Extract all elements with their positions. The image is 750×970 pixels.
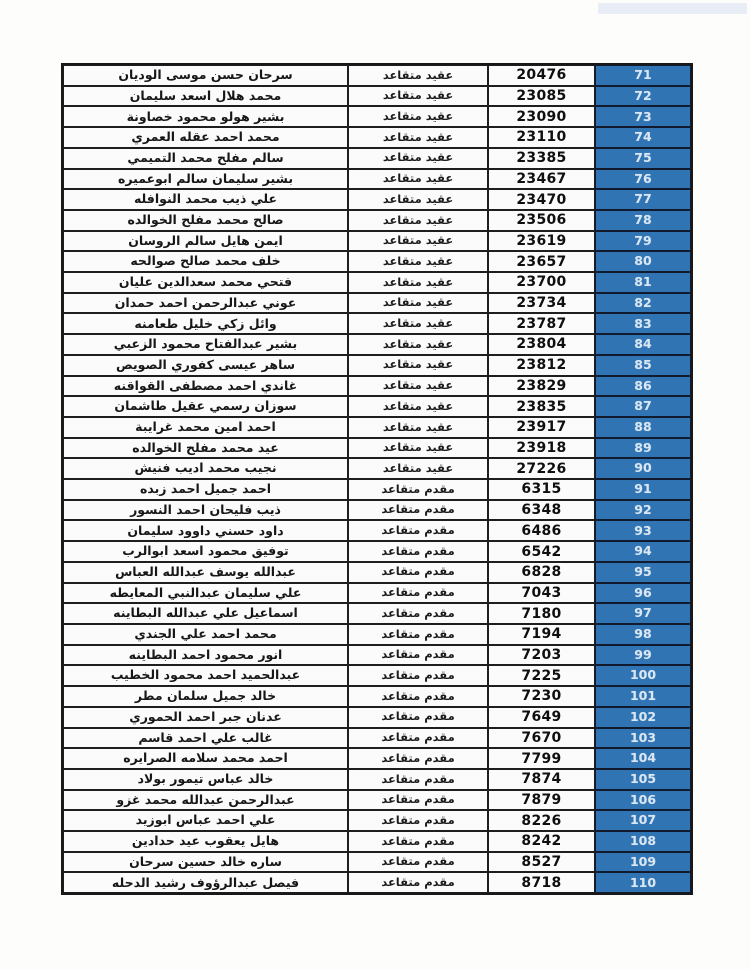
table-row [63,520,691,541]
previous-page-ghost-cell [598,3,747,14]
table-row [63,810,691,831]
table-row [63,541,691,562]
officer-name-cell: عيد محمد مفلح الخوالده [63,438,348,459]
serial-number-cell: 6348 [488,500,595,521]
table-row [63,396,691,417]
serial-number-cell: 6315 [488,479,595,500]
table-row [63,210,691,231]
table-row [63,251,691,272]
table-row [63,479,691,500]
officer-name-cell: ساره خالد حسين سرحان [63,852,348,873]
row-index-cell: 80 [595,251,691,272]
row-index-cell: 89 [595,438,691,459]
serial-number-cell: 7180 [488,603,595,624]
rank-cell: عقيد متقاعد [348,169,488,190]
row-index-cell: 103 [595,728,691,749]
table-row [63,86,691,107]
serial-number-cell: 23835 [488,396,595,417]
officer-name-cell: خالد عباس تيمور بولاد [63,769,348,790]
officer-name-cell: احمد جميل احمد زبده [63,479,348,500]
serial-number-cell: 23700 [488,272,595,293]
serial-number-cell: 23657 [488,251,595,272]
serial-number-cell: 7874 [488,769,595,790]
table-row [63,148,691,169]
rank-cell: مقدم متقاعد [348,645,488,666]
officer-name-cell: احمد امين محمد غرايبة [63,417,348,438]
serial-number-cell: 23812 [488,355,595,376]
rank-cell: مقدم متقاعد [348,748,488,769]
rank-cell: مقدم متقاعد [348,790,488,811]
officer-name-cell: محمد احمد علي الجندي [63,624,348,645]
row-index-cell: 77 [595,189,691,210]
officer-name-cell: بشير سليمان سالم ابوعميره [63,169,348,190]
table-row [63,293,691,314]
row-index-cell: 92 [595,500,691,521]
table-row [63,686,691,707]
table-row [63,313,691,334]
rank-cell: مقدم متقاعد [348,541,488,562]
serial-number-cell: 23917 [488,417,595,438]
rank-cell: مقدم متقاعد [348,831,488,852]
rank-cell: مقدم متقاعد [348,603,488,624]
rank-cell: مقدم متقاعد [348,707,488,728]
officer-name-cell: بشير عبدالفتاح محمود الزعبي [63,334,348,355]
serial-number-cell: 23506 [488,210,595,231]
serial-number-cell: 8527 [488,852,595,873]
row-index-cell: 105 [595,769,691,790]
row-index-cell: 72 [595,86,691,107]
row-index-cell: 71 [595,65,691,86]
officer-name-cell: ذيب فليحان احمد النسور [63,500,348,521]
officer-name-cell: سرحان حسن موسى الوديان [63,65,348,86]
serial-number-cell: 23110 [488,127,595,148]
row-index-cell: 96 [595,583,691,604]
rank-cell: مقدم متقاعد [348,624,488,645]
rank-cell: عقيد متقاعد [348,417,488,438]
row-index-cell: 74 [595,127,691,148]
table-row [63,624,691,645]
officer-name-cell: بشير هولو محمود خصاونة [63,106,348,127]
table-row [63,583,691,604]
rank-cell: عقيد متقاعد [348,189,488,210]
row-index-cell: 106 [595,790,691,811]
table-row [63,707,691,728]
row-index-cell: 90 [595,458,691,479]
row-index-cell: 102 [595,707,691,728]
row-index-cell: 109 [595,852,691,873]
table-row [63,334,691,355]
officer-name-cell: علي ذيب محمد النوافله [63,189,348,210]
officer-name-cell: سوزان رسمي عقيل طاشمان [63,396,348,417]
rank-cell: عقيد متقاعد [348,86,488,107]
serial-number-cell: 23470 [488,189,595,210]
rank-cell: عقيد متقاعد [348,272,488,293]
rank-cell: عقيد متقاعد [348,231,488,252]
officer-name-cell: صالح محمد مفلح الخوالده [63,210,348,231]
rank-cell: مقدم متقاعد [348,686,488,707]
serial-number-cell: 23804 [488,334,595,355]
serial-number-cell: 7203 [488,645,595,666]
table-row [63,665,691,686]
rank-cell: عقيد متقاعد [348,293,488,314]
serial-number-cell: 23918 [488,438,595,459]
table-row [63,769,691,790]
rank-cell: مقدم متقاعد [348,728,488,749]
row-index-cell: 75 [595,148,691,169]
retired-officers-table [61,63,693,895]
serial-number-cell: 7670 [488,728,595,749]
serial-number-cell: 6486 [488,520,595,541]
row-index-cell: 107 [595,810,691,831]
serial-number-cell: 6828 [488,562,595,583]
row-index-cell: 84 [595,334,691,355]
serial-number-cell: 23467 [488,169,595,190]
row-index-cell: 81 [595,272,691,293]
table-row [63,438,691,459]
officer-name-cell: هايل يعقوب عيد حدادين [63,831,348,852]
officer-name-cell: ساهر عيسى كفوري الصويص [63,355,348,376]
officer-name-cell: عوني عبدالرحمن احمد حمدان [63,293,348,314]
serial-number-cell: 20476 [488,65,595,86]
officer-name-cell: علي سليمان عبدالنبي المعايطه [63,583,348,604]
serial-number-cell: 23829 [488,376,595,397]
table-row [63,728,691,749]
serial-number-cell: 8718 [488,872,595,893]
serial-number-cell: 7043 [488,583,595,604]
rank-cell: عقيد متقاعد [348,106,488,127]
table-row [63,169,691,190]
rank-cell: عقيد متقاعد [348,148,488,169]
rank-cell: مقدم متقاعد [348,520,488,541]
rank-cell: مقدم متقاعد [348,479,488,500]
row-index-cell: 91 [595,479,691,500]
rank-cell: عقيد متقاعد [348,65,488,86]
rank-cell: مقدم متقاعد [348,769,488,790]
serial-number-cell: 23734 [488,293,595,314]
officer-name-cell: علي احمد عباس ابوزيد [63,810,348,831]
rank-cell: مقدم متقاعد [348,583,488,604]
row-index-cell: 85 [595,355,691,376]
serial-number-cell: 23085 [488,86,595,107]
row-index-cell: 87 [595,396,691,417]
rank-cell: عقيد متقاعد [348,458,488,479]
officer-name-cell: عدنان جبر احمد الحموري [63,707,348,728]
table-row [63,458,691,479]
officer-name-cell: خالد جميل سلمان مطر [63,686,348,707]
row-index-cell: 93 [595,520,691,541]
row-index-cell: 83 [595,313,691,334]
serial-number-cell: 6542 [488,541,595,562]
table-row [63,106,691,127]
officer-name-cell: احمد محمد سلامه الصرايره [63,748,348,769]
row-index-cell: 110 [595,872,691,893]
table-row [63,355,691,376]
table-row [63,645,691,666]
table-row [63,500,691,521]
serial-number-cell: 23385 [488,148,595,169]
rank-cell: عقيد متقاعد [348,313,488,334]
table-row [63,417,691,438]
serial-number-cell: 27226 [488,458,595,479]
table-row [63,831,691,852]
table-row [63,189,691,210]
row-index-cell: 86 [595,376,691,397]
row-index-cell: 104 [595,748,691,769]
serial-number-cell: 7230 [488,686,595,707]
table-row [63,603,691,624]
officer-name-cell: محمد هلال اسعد سليمان [63,86,348,107]
rank-cell: عقيد متقاعد [348,251,488,272]
row-index-cell: 82 [595,293,691,314]
officer-name-cell: وائل زكي خليل طعامنه [63,313,348,334]
officer-name-cell: عبدالله يوسف عبدالله العباس [63,562,348,583]
officer-name-cell: غاندي احمد مصطفى القواقنه [63,376,348,397]
rank-cell: مقدم متقاعد [348,810,488,831]
serial-number-cell: 23787 [488,313,595,334]
rank-cell: عقيد متقاعد [348,396,488,417]
serial-number-cell: 23619 [488,231,595,252]
rank-cell: عقيد متقاعد [348,210,488,231]
serial-number-cell: 7879 [488,790,595,811]
table-row [63,562,691,583]
rank-cell: عقيد متقاعد [348,438,488,459]
table-row [63,376,691,397]
rank-cell: مقدم متقاعد [348,562,488,583]
serial-number-cell: 23090 [488,106,595,127]
row-index-cell: 73 [595,106,691,127]
table-row [63,231,691,252]
officer-name-cell: ايمن هايل سالم الروسان [63,231,348,252]
rank-cell: مقدم متقاعد [348,665,488,686]
rank-cell: عقيد متقاعد [348,376,488,397]
row-index-cell: 76 [595,169,691,190]
row-index-cell: 78 [595,210,691,231]
table-row [63,852,691,873]
row-index-cell: 94 [595,541,691,562]
serial-number-cell: 8242 [488,831,595,852]
serial-number-cell: 7225 [488,665,595,686]
rank-cell: عقيد متقاعد [348,127,488,148]
serial-number-cell: 7799 [488,748,595,769]
officer-name-cell: فتحي محمد سعدالدين عليان [63,272,348,293]
row-index-cell: 108 [595,831,691,852]
serial-number-cell: 7649 [488,707,595,728]
officer-name-cell: داود حسني داوود سليمان [63,520,348,541]
officer-name-cell: خلف محمد صالح صوالحه [63,251,348,272]
officer-name-cell: عبدالحميد احمد محمود الخطيب [63,665,348,686]
serial-number-cell: 8226 [488,810,595,831]
rank-cell: مقدم متقاعد [348,872,488,893]
row-index-cell: 101 [595,686,691,707]
officer-name-cell: غالب علي احمد قاسم [63,728,348,749]
row-index-cell: 99 [595,645,691,666]
rank-cell: مقدم متقاعد [348,500,488,521]
row-index-cell: 95 [595,562,691,583]
table-row [63,65,691,86]
officer-name-cell: توفيق محمود اسعد ابوالرب [63,541,348,562]
officer-name-cell: فيصل عبدالرؤوف رشيد الدحله [63,872,348,893]
officer-name-cell: سالم مفلح محمد التميمي [63,148,348,169]
row-index-cell: 88 [595,417,691,438]
serial-number-cell: 7194 [488,624,595,645]
officer-name-cell: نجيب محمد اديب فنيش [63,458,348,479]
rank-cell: عقيد متقاعد [348,355,488,376]
row-index-cell: 100 [595,665,691,686]
row-index-cell: 79 [595,231,691,252]
rank-cell: عقيد متقاعد [348,334,488,355]
table-row [63,127,691,148]
table-row [63,748,691,769]
table-row [63,272,691,293]
row-index-cell: 97 [595,603,691,624]
officer-name-cell: محمد احمد عقله العمري [63,127,348,148]
officer-name-cell: انور محمود احمد البطاينه [63,645,348,666]
officer-name-cell: عبدالرحمن عبدالله محمد غزو [63,790,348,811]
row-index-cell: 98 [595,624,691,645]
officer-name-cell: اسماعيل علي عبدالله البطاينه [63,603,348,624]
rank-cell: مقدم متقاعد [348,852,488,873]
table-row [63,790,691,811]
table-row [63,872,691,893]
